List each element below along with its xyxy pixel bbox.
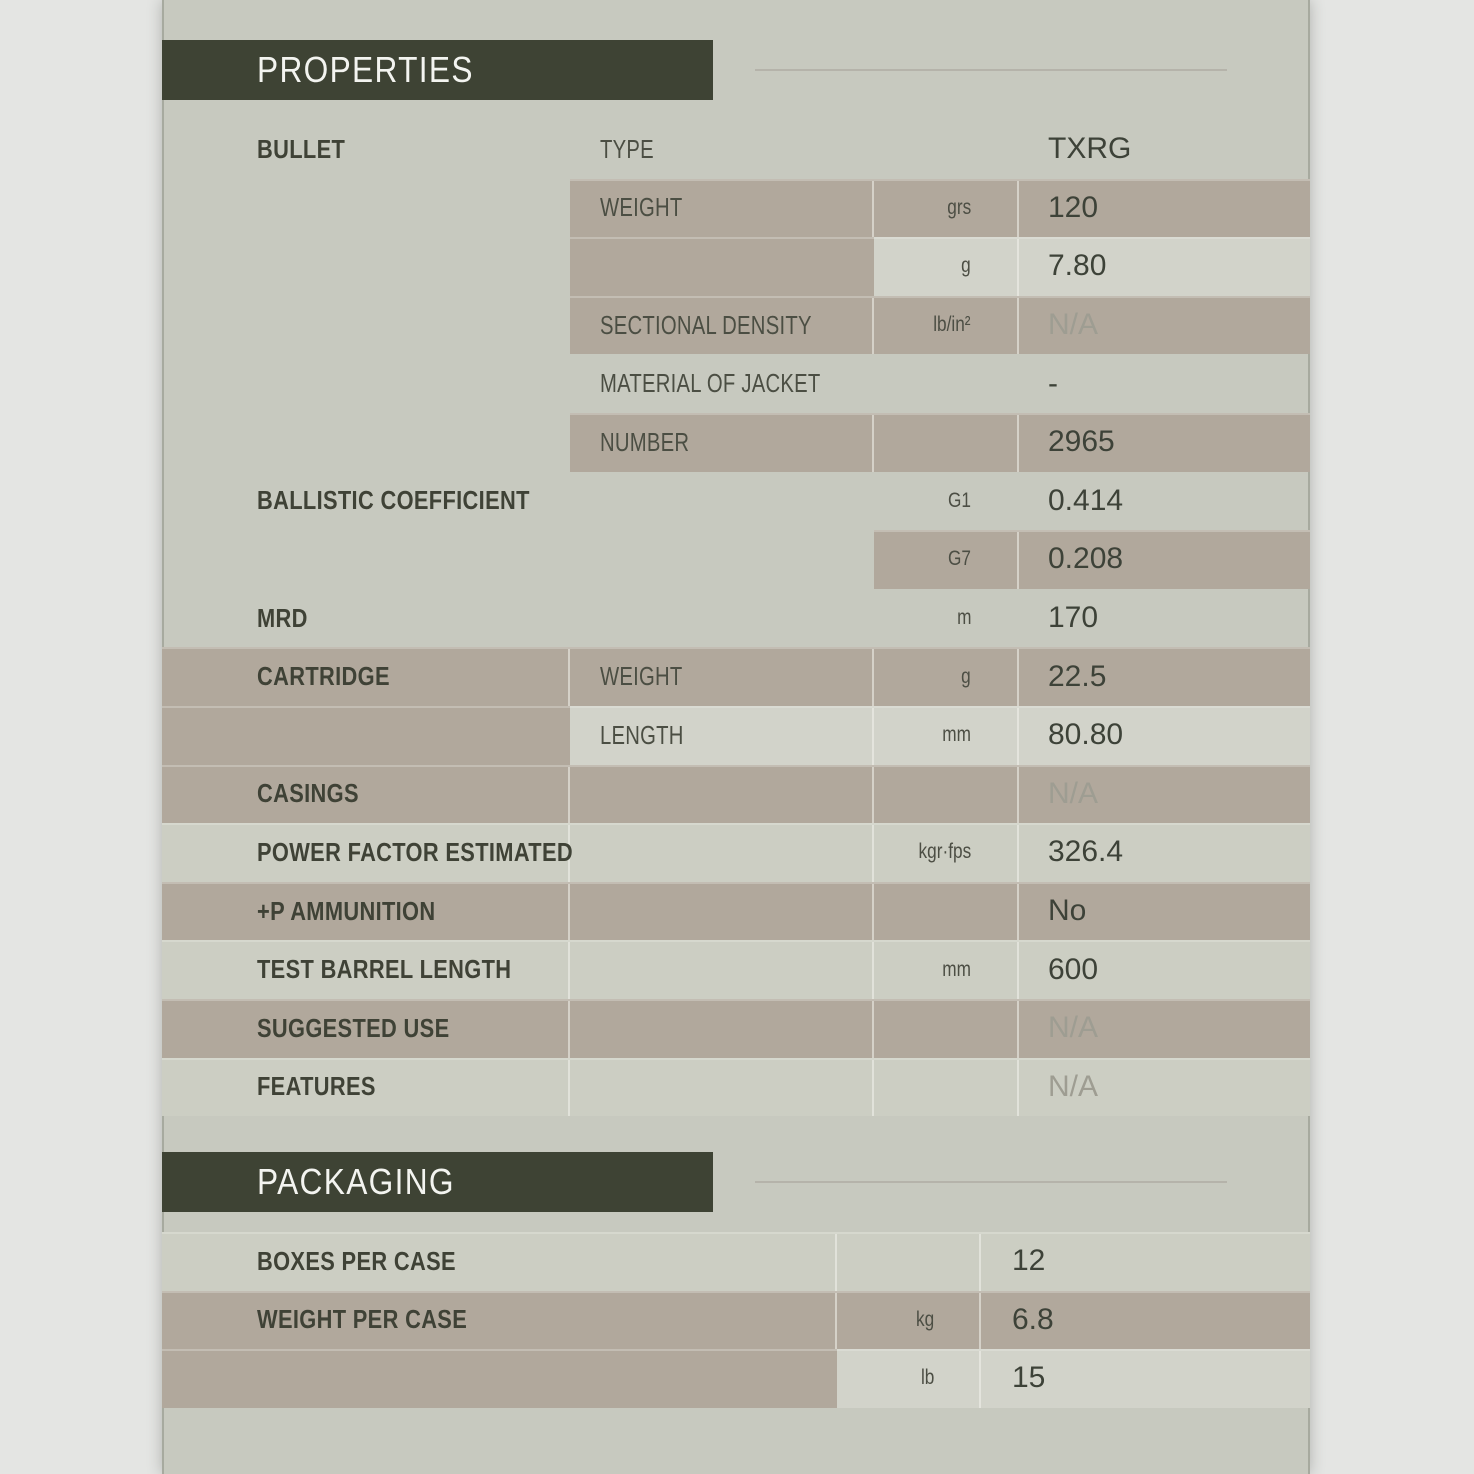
column-separator xyxy=(872,767,874,824)
section-header-packaging xyxy=(162,1152,713,1212)
row-label-text: TEST BARREL LENGTH xyxy=(257,954,512,985)
row-label-text: FEATURES xyxy=(257,1071,376,1102)
section-header-properties xyxy=(162,40,713,100)
packaging-table xyxy=(162,1232,1310,1408)
row-label xyxy=(257,589,317,648)
row-value xyxy=(1048,120,1131,179)
row-sublabel-text: TYPE xyxy=(600,133,654,164)
row-value xyxy=(1048,589,1098,648)
column-separator xyxy=(1017,532,1019,589)
row-label xyxy=(257,120,362,179)
row-sublabel xyxy=(600,413,714,472)
column-separator xyxy=(979,1293,981,1350)
row-value xyxy=(1048,647,1106,706)
row-sublabel xyxy=(600,179,706,238)
row-value xyxy=(1012,1232,1045,1291)
column-separator xyxy=(835,1234,837,1291)
row-value-text: 6.8 xyxy=(1012,1302,1054,1336)
row-shading-band xyxy=(162,1349,837,1408)
column-separator xyxy=(1017,767,1019,824)
row-value-text: N/A xyxy=(1048,1069,1099,1103)
table-row xyxy=(162,1349,1310,1408)
row-label-text: POWER FACTOR ESTIMATED xyxy=(257,836,573,867)
row-unit xyxy=(874,296,995,355)
row-label-text: CARTRIDGE xyxy=(257,661,390,692)
row-value xyxy=(1048,765,1098,824)
row-sublabel-text: LENGTH xyxy=(600,719,684,750)
table-row xyxy=(162,706,1310,765)
row-label xyxy=(257,1291,507,1350)
row-label-text: SUGGESTED USE xyxy=(257,1012,450,1043)
row-unit xyxy=(874,472,995,531)
column-separator xyxy=(1017,649,1019,706)
column-separator xyxy=(979,1351,981,1408)
row-value-text: 7.80 xyxy=(1048,249,1107,283)
row-value xyxy=(1048,706,1123,765)
row-unit xyxy=(874,179,995,238)
row-unit xyxy=(874,823,995,882)
column-separator xyxy=(1017,415,1019,472)
properties-table xyxy=(162,120,1310,1116)
row-label xyxy=(257,882,470,941)
row-value-text: TXRG xyxy=(1048,132,1132,166)
column-separator xyxy=(568,884,570,941)
row-unit-text: m xyxy=(956,606,971,630)
row-sublabel xyxy=(600,354,883,413)
row-shading-band xyxy=(162,706,570,765)
row-unit-text: g xyxy=(961,664,971,688)
section-title-packaging: PACKAGING xyxy=(257,1161,455,1202)
row-unit xyxy=(874,940,995,999)
row-unit xyxy=(837,1349,958,1408)
row-label xyxy=(257,1232,494,1291)
row-unit-text: G7 xyxy=(948,547,971,571)
table-row xyxy=(162,882,1310,941)
table-row xyxy=(162,823,1310,882)
table-row xyxy=(162,999,1310,1058)
row-value-text: 12 xyxy=(1012,1244,1046,1278)
header-rule xyxy=(755,1181,1227,1183)
row-label-text: WEIGHT PER CASE xyxy=(257,1304,468,1335)
row-label-text: CASINGS xyxy=(257,778,359,809)
row-unit-text: G1 xyxy=(948,488,971,512)
row-value xyxy=(1048,940,1098,999)
row-shading-band xyxy=(570,237,874,296)
row-unit-text: mm xyxy=(942,723,971,747)
row-value xyxy=(1048,179,1098,238)
row-sublabel xyxy=(600,647,706,706)
row-value xyxy=(1048,237,1106,296)
column-separator xyxy=(568,1001,570,1058)
row-value xyxy=(1048,354,1058,413)
row-label xyxy=(257,1058,398,1117)
row-sublabel xyxy=(600,706,707,765)
row-label-text: BOXES PER CASE xyxy=(257,1245,456,1276)
row-value-text: 22.5 xyxy=(1048,659,1107,693)
row-value xyxy=(1012,1349,1045,1408)
row-value-text: 15 xyxy=(1012,1361,1046,1395)
table-row xyxy=(162,472,1310,531)
row-sublabel-text: NUMBER xyxy=(600,426,690,457)
row-unit-text: lb xyxy=(920,1366,934,1390)
table-row xyxy=(162,1232,1310,1291)
table-row xyxy=(162,354,1310,413)
row-value-text: 0.414 xyxy=(1048,483,1124,517)
table-row xyxy=(162,589,1310,648)
column-separator xyxy=(1017,239,1019,296)
row-unit xyxy=(874,706,995,765)
row-value-text: 600 xyxy=(1048,952,1099,986)
column-separator xyxy=(568,767,570,824)
row-value xyxy=(1048,882,1086,941)
column-separator xyxy=(979,1234,981,1291)
row-label xyxy=(257,999,486,1058)
row-value-text: 0.208 xyxy=(1048,542,1124,576)
row-sublabel-text: WEIGHT xyxy=(600,192,683,223)
row-value-text: 120 xyxy=(1048,190,1099,224)
row-value xyxy=(1048,530,1123,589)
row-label xyxy=(257,940,560,999)
table-row xyxy=(162,296,1310,355)
row-value xyxy=(1048,999,1098,1058)
row-value-text: - xyxy=(1048,366,1058,400)
row-label-text: +P AMMUNITION xyxy=(257,895,436,926)
row-value-text: 170 xyxy=(1048,601,1099,635)
row-label xyxy=(257,647,415,706)
column-separator xyxy=(872,1060,874,1117)
row-unit xyxy=(874,237,995,296)
row-unit xyxy=(874,530,995,589)
row-sublabel xyxy=(600,120,669,179)
column-separator xyxy=(1017,298,1019,355)
row-value xyxy=(1048,472,1123,531)
row-value xyxy=(1012,1291,1054,1350)
column-separator xyxy=(1017,708,1019,765)
row-value-text: 80.80 xyxy=(1048,718,1124,752)
row-unit xyxy=(874,647,995,706)
column-separator xyxy=(872,884,874,941)
row-unit-text: kgr·fps xyxy=(918,840,971,864)
row-value xyxy=(1048,413,1115,472)
content-panel xyxy=(162,0,1310,1474)
row-label xyxy=(257,472,582,531)
table-row xyxy=(162,120,1310,179)
column-separator xyxy=(1017,1060,1019,1117)
row-value xyxy=(1048,296,1098,355)
row-unit-text: g xyxy=(961,254,971,278)
row-label-text: BALLISTIC COEFFICIENT xyxy=(257,485,530,516)
column-separator xyxy=(568,1060,570,1117)
column-separator xyxy=(1017,825,1019,882)
column-separator xyxy=(568,649,570,706)
row-sublabel-text: SECTIONAL DENSITY xyxy=(600,309,812,340)
row-sublabel xyxy=(600,296,871,355)
row-unit xyxy=(874,589,995,648)
column-separator xyxy=(568,942,570,999)
column-separator xyxy=(872,415,874,472)
table-row xyxy=(162,237,1310,296)
row-unit-text: lb/in² xyxy=(933,313,971,337)
table-row xyxy=(162,1058,1310,1117)
row-label-text: BULLET xyxy=(257,133,346,164)
row-unit xyxy=(837,1291,958,1350)
row-sublabel-text: MATERIAL OF JACKET xyxy=(600,368,821,399)
row-value-text: N/A xyxy=(1048,776,1099,810)
row-value-text: N/A xyxy=(1048,1011,1099,1045)
column-separator xyxy=(1017,942,1019,999)
row-value-text: 2965 xyxy=(1048,425,1115,459)
table-row xyxy=(162,940,1310,999)
table-row xyxy=(162,765,1310,824)
row-value-text: N/A xyxy=(1048,308,1099,342)
row-unit-text: grs xyxy=(947,195,971,219)
row-unit-text: kg xyxy=(915,1307,934,1331)
row-value xyxy=(1048,823,1123,882)
table-row xyxy=(162,530,1310,589)
column-separator xyxy=(1017,181,1019,238)
table-row xyxy=(162,647,1310,706)
row-sublabel-text: WEIGHT xyxy=(600,661,683,692)
table-row xyxy=(162,413,1310,472)
header-rule xyxy=(755,69,1227,71)
row-value-text: No xyxy=(1048,894,1087,928)
section-title-properties: PROPERTIES xyxy=(257,49,474,90)
column-separator xyxy=(1017,1001,1019,1058)
row-value-text: 326.4 xyxy=(1048,835,1124,869)
row-label xyxy=(257,823,633,882)
column-separator xyxy=(872,1001,874,1058)
row-label-text: MRD xyxy=(257,602,308,633)
column-separator xyxy=(1017,884,1019,941)
row-label xyxy=(257,765,378,824)
row-unit-text: mm xyxy=(942,957,971,981)
table-row xyxy=(162,179,1310,238)
table-row xyxy=(162,1291,1310,1350)
row-value xyxy=(1048,1058,1098,1117)
